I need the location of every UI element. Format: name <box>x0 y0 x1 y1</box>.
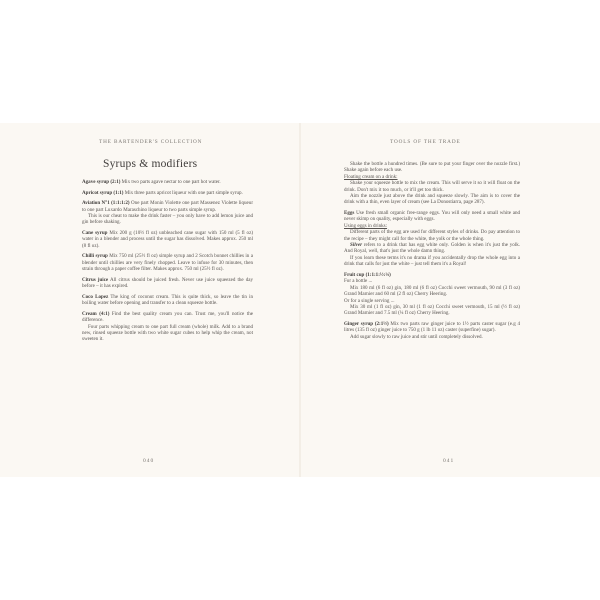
entry-text: Mix two parts agave nectar to one part hot water. <box>120 179 221 185</box>
paragraph <box>344 242 520 255</box>
entry-text: Mix three parts apricot liqueur with one part simple syrup. <box>123 189 243 196</box>
entry-text: Mix two parts raw ginger juice to 1½ parts caster sugar (e.g 4 litres (135 fl oz) ginger juice to 750 g (1 lb 11 oz) caster (superfine) sugar). <box>344 320 521 334</box>
paragraph: If you learn these terms it's no drama if you accidentally drop the whole egg into a drink that calls for just the white – just tell them it's a Royal! <box>344 254 520 268</box>
entry <box>82 253 253 272</box>
running-head-right: TOOLS OF THE TRADE <box>390 139 461 145</box>
page-title: Syrups & modifiers <box>103 158 198 170</box>
intro-paragraph: Shake the bottle a hundred times. (Be sure to put your finger over the nozzle first.) Shake again before each use. <box>344 161 520 174</box>
paragraph: Aim the nozzle just above the drink and squeeze slowly. The aim is to cover the drink with a thin, even layer of cream (see La Donostiarra, page 287). <box>344 193 520 206</box>
entry-text: The king of coconut cream. This is quite thick, so leave the tin in boiling water before opening and transfer to a clean squeeze bottle. <box>82 293 254 307</box>
entry-name: Fruit cup (1:1:1:½:¼) <box>344 271 391 278</box>
right-page <box>300 123 600 477</box>
paragraph: Mix 30 ml (1 fl oz) gin, 30 ml (1 fl oz) Cocchi sweet vermouth, 15 ml (½ fl oz) Grand Marnier and 7.5 ml (¼ fl oz) Cherry Heering. <box>344 303 520 317</box>
entry <box>82 294 253 307</box>
page-number-right: 041 <box>443 458 455 464</box>
paragraph: Or for a single serving ... <box>344 297 395 304</box>
entry <box>82 230 253 249</box>
entry-name: Coco Lopez <box>82 293 109 300</box>
entry <box>344 210 520 223</box>
entry-name: Apricot syrup (1:1) <box>82 189 124 196</box>
entry-extra: Four parts whipping cream to one part full cream (whole) milk. Add to a brand new, rinsed squeeze bottle with two white sugar cubes to help whip the cream, not sweeten it. <box>82 323 253 343</box>
entry-name: Agave syrup (2:1) <box>82 179 121 185</box>
entry-name: Aviation N°1 (1:1:1:2) <box>82 200 130 207</box>
left-page-body <box>82 179 253 343</box>
running-head-left: THE BARTENDER'S COLLECTION <box>99 139 203 145</box>
left-page <box>0 123 300 477</box>
paragraph: Add sugar slowly to raw juice and stir until completely dissolved. <box>350 333 483 340</box>
entry-name: Eggs <box>344 210 355 217</box>
entry-extra: This is our cheat to make the drink faster – you only have to add lemon juice and gin before shaking. <box>82 213 253 226</box>
entry-name: Citrus juice <box>82 276 109 283</box>
page-number-left: 040 <box>143 458 155 464</box>
entry-text: Use fresh small organic free-range eggs. You will only need a small white and never skimp on quality, especially with eggs. <box>344 210 520 223</box>
right-page-body <box>344 161 520 340</box>
paragraph: For a bottle ... <box>344 278 373 285</box>
entry <box>82 200 253 213</box>
paragraph: Mix 180 ml (6 fl oz) gin, 180 ml (6 fl oz) Cocchi sweet vermouth, 90 ml (3 fl oz) Grand Marnier and 60 ml (2 fl oz) Cherry Heering. <box>344 284 520 298</box>
paragraph: Different parts of the egg are used for different styles of drinks. Do pay attention to the recipe – they might call for the white, the yolk or the whole thing. <box>344 229 520 242</box>
book-spread <box>0 123 600 477</box>
entry <box>344 321 520 334</box>
entry <box>82 277 253 290</box>
subheading-floating-cream: Floating cream on a drink: <box>344 173 398 180</box>
entry-name: Ginger syrup (2:1½) <box>344 320 389 327</box>
paragraph-text: refers to a drink that has egg white only. Golden is when it's just the yolk. And Royal, well, that's just the whole damn thing. <box>344 242 520 255</box>
entry <box>82 311 253 324</box>
subheading-eggs: Using eggs in drinks: <box>344 222 388 229</box>
entry <box>82 179 253 185</box>
entry-name: Cane syrup <box>82 230 108 236</box>
entry-text: One part Monin Violette one part Massenez Violette liqueur to one part Luxardo Maraschino liqueur to two parts simple syrup. <box>82 200 254 213</box>
entry-name: Cream (4:1) <box>82 310 110 317</box>
entry-text: All citrus should be juiced fresh. Never use juice squeezed the day before – it has expired. <box>82 276 253 290</box>
entry-text: Mix 200 g (10½ fl oz) unbleached cane sugar with 150 ml (5 fl oz) water in a blender and process until the sugar has dissolved. Makes approx. 250 ml (8 fl oz). <box>82 230 253 249</box>
entry-text: Find the best quality cream you can. Trust me, you'll notice the difference. <box>82 310 253 324</box>
term-silver: Silver <box>350 242 363 249</box>
entry <box>82 190 253 196</box>
entry-name: Chilli syrup <box>82 253 108 260</box>
paragraph: Shake your squeeze bottle to mix the cream. This will serve it so it will float on the drink. Don't mix it too much, or it'll get too thick. <box>344 180 520 193</box>
entry-text: Mix 750 ml (25½ fl oz) simple syrup and 2 Scotch bonnet chillies in a blender until chillies are very finely chopped. Leave to infuse for 30 minutes, then strain through a paper coffee filter. Makes approx. 750 ml (25½ fl oz). <box>82 253 253 273</box>
